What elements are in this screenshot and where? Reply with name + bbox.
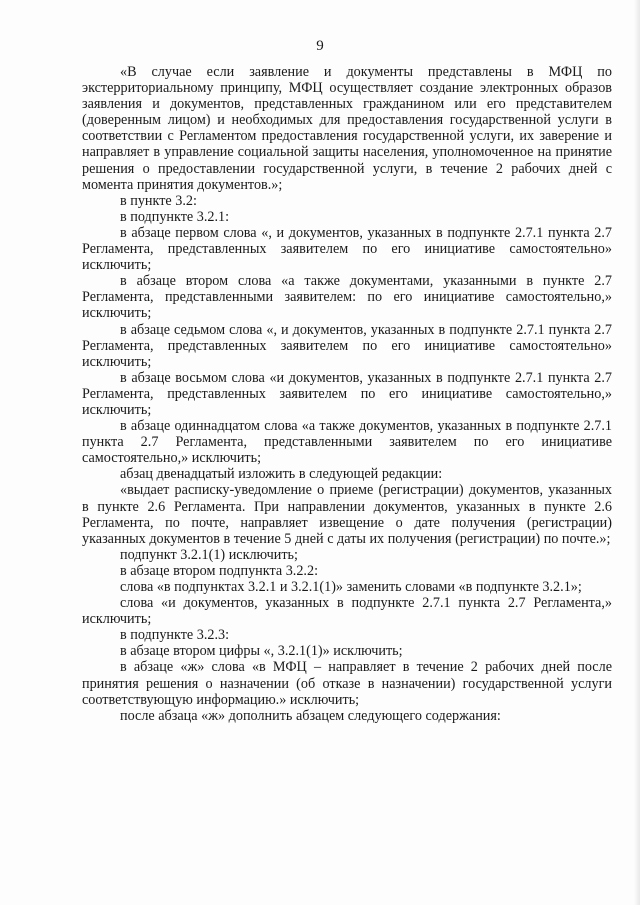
paragraph-after-abzac-zh: после абзаца «ж» дополнить абзацем следующего содержания: bbox=[120, 707, 501, 724]
paragraph-eighth-abzac: в абзаце восьмом слова «и документов, указанных в подпункте 2.7.1 пункта 2.7 Регламента, представленных заявителем по его инициативе самостоятельно,» исключить; bbox=[82, 369, 612, 418]
paragraph-first-abzac: в абзаце первом слова «, и документов, указанных в подпункте 2.7.1 пункта 2.7 Регламента, представленных заявителем по его инициативе самостоятельно» исключить; bbox=[82, 224, 612, 274]
paragraph-second-abzac: в абзаце втором слова «а также документами, указанными в пункте 2.7 Регламента, представленными заявителем: по его инициативе самостоятельно,» исключить; bbox=[82, 273, 612, 322]
paragraph-mfc-extraterritorial: «В случае если заявление и документы представлены в МФЦ по экстерриториальному принципу, МФЦ осуществляет создание электронных образов заявления и документов, представленных гражданином или его представителем (доверенным лицом) и необходимых для предоставления государственной услуги в соответствии с Регламентом предоставления государственной услуги, их заверение и направляет в управление социальной защиты населения, уполномоченное на принятие решения о предоставлении государственной услуги, в течение 2 рабочих дней с момента принятия документов.»; bbox=[82, 64, 612, 193]
paragraph-seventh-abzac: в абзаце седьмом слова «, и документов, указанных в подпункте 2.7.1 пункта 2.7 Регламента, представленных заявителем по его инициативе самостоятельно» исключить; bbox=[82, 321, 612, 370]
paragraph-exclude-digits: в абзаце втором цифры «, 3.2.1(1)» исключить; bbox=[120, 643, 403, 660]
paragraph-abzac-zh: в абзаце «ж» слова «в МФЦ – направляет в течение 2 рабочих дней после принятия решения о назначении (об отказе в назначении) государственной услуги соответствующую информацию.» исключить; bbox=[82, 659, 612, 708]
page-number: 9 bbox=[316, 38, 324, 54]
paragraph-subitem-3-2-1: в подпункте 3.2.1: bbox=[120, 208, 230, 225]
paragraph-subitem-3-2-2: в абзаце втором подпункта 3.2.2: bbox=[120, 562, 319, 579]
paragraph-eleventh-abzac: в абзаце одиннадцатом слова «а также документов, указанных в подпункте 2.7.1 пункта 2.7 Регламента, представленными заявителем по его инициативе самостоятельно,» исключить; bbox=[82, 418, 612, 467]
paragraph-item-3-2: в пункте 3.2: bbox=[120, 192, 197, 209]
paragraph-exclude-3-2-1-1: подпункт 3.2.1(1) исключить; bbox=[120, 546, 298, 563]
paragraph-receipt-notice: «выдает расписку-уведомление о приеме (регистрации) документов, указанных в пункте 2.6 Регламента. При направлении документов, указанных в пункте 2.6 Регламента, по почте, направляет извещение о дате получения (регистрации) указанных документов в течение 5 дней с даты их получения (регистрации) по почте.»; bbox=[82, 482, 612, 547]
paragraph-replace-words: слова «в подпунктах 3.2.1 и 3.2.1(1)» заменить словами «в подпункте 3.2.1»; bbox=[120, 579, 582, 595]
paragraph-exclude-documents: слова «и документов, указанных в подпункте 2.7.1 пункта 2.7 Регламента,» исключить; bbox=[82, 595, 612, 628]
document-body bbox=[82, 64, 612, 724]
scan-edge-shadow bbox=[634, 0, 640, 905]
paragraph-twelfth-abzac-intro: абзац двенадцатый изложить в следующей редакции: bbox=[120, 466, 443, 483]
paragraph-subitem-3-2-3: в подпункте 3.2.3: bbox=[120, 627, 230, 644]
